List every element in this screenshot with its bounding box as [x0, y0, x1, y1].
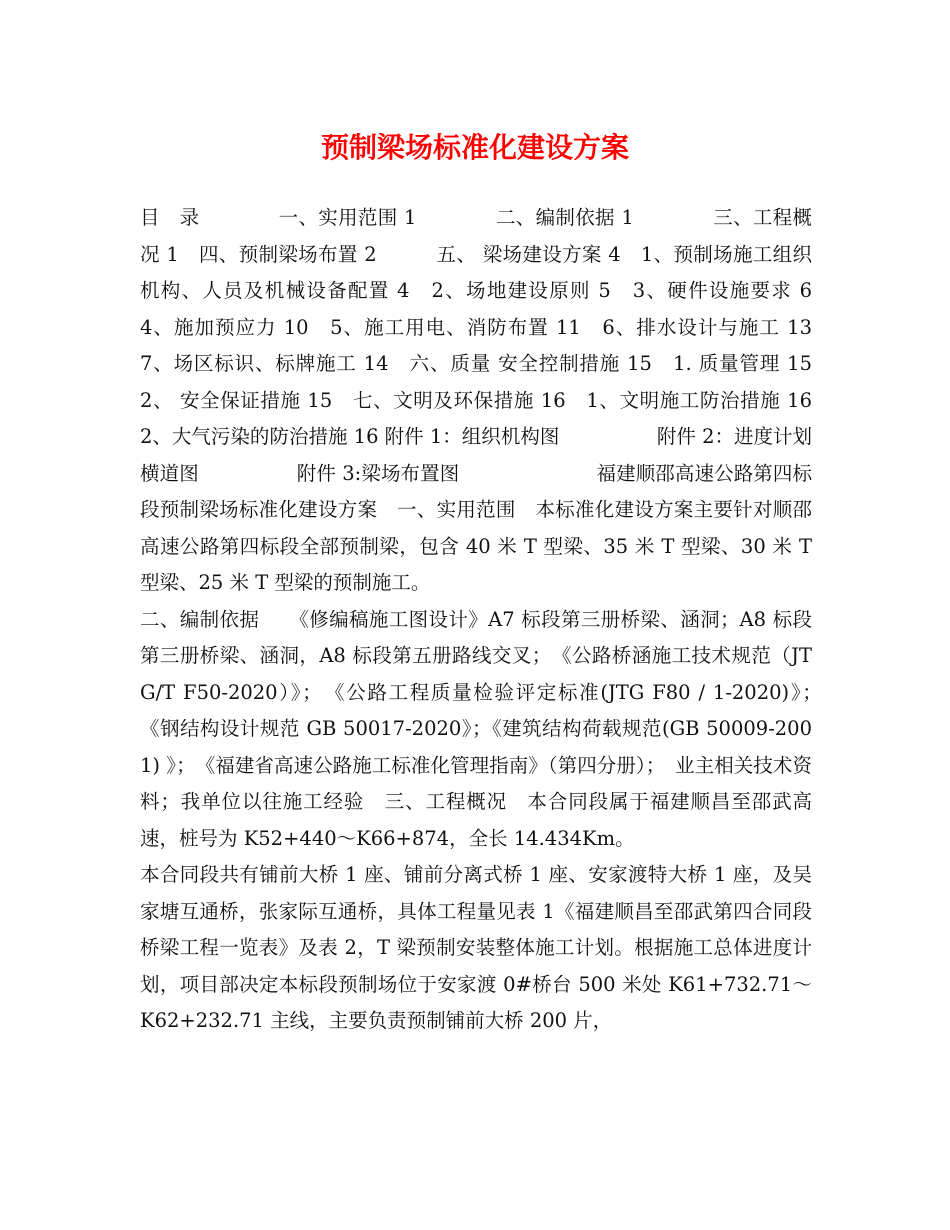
paragraph-basis-and-overview: 二、编制依据 《修编稿施工图设计》A7 标段第三册桥梁、涵洞；A8 标段第三册桥梁、涵洞，A8 标段第五册路线交叉； 《公路桥涵施工技术规范（JTG/T F50-2020）》； 《公路工程质量检验评定标准(JTG F80 / 1-2020)》； 《钢结构设计规范 GB 50017-2020》；《建筑结构荷载规范(GB 50009-2001) 》； 《福建省高速公路施工标准化管理指南》（第四分册）； 业主相关技术资料；我单位以往施工经验 三、工程概况 本合同段属于福建顺昌至邵武高速，桩号为 K52+440～K66+874，全长 14.434Km。: [140, 607, 832, 850]
paragraph-toc-and-scope: 目 录 一、实用范围 1 二、编制依据 1 三、工程概况 1 四、预制梁场布置 2 五、 梁场建设方案 4 1、预制场施工组织机构、人员及机械设备配置 4 2、场地建设原则 5 3、硬件设施要求 6 4、施加预应力 10 5、施工用电、消防布置 11 6、排水设计与施工 13 7、场区标识、标牌施工 14 六、质量 安全控制措施 15 1. 质量管理 15 2、 安全保证措施 15 七、文明及环保措施 16 1、文明施工防治措施 16 2、大气污染的防治措施 16 附件 1：组织机构图 附件 2：进度计划横道图 附件 3:梁场布置图 福建顺邵高速公路第四标段预制梁场标准化建设方案 一、实用范围 本标准化建设方案主要针对顺邵高速公路第四标段全部预制梁，包含 40 米 T 型梁、35 米 T 型梁、30 米 T 型梁、25 米 T 型梁的预制施工。: [140, 206, 832, 594]
paragraph-bridges: 本合同段共有铺前大桥 1 座、铺前分离式桥 1 座、安家渡特大桥 1 座，及吴家塘互通桥，张家际互通桥，具体工程量见表 1《福建顺昌至邵武第四合同段桥梁工程一览表》及表 2，T 梁预制安装整体施工计划。根据施工总体进度计划，项目部决定本标段预制场位于安家渡 0#桥台 500 米处 K61+732.71～K62+232.71 主线，主要负责预制铺前大桥 200 片，: [140, 863, 812, 1032]
document-title: 预制梁场标准化建设方案: [320, 131, 629, 164]
document-body: [140, 200, 832, 1040]
